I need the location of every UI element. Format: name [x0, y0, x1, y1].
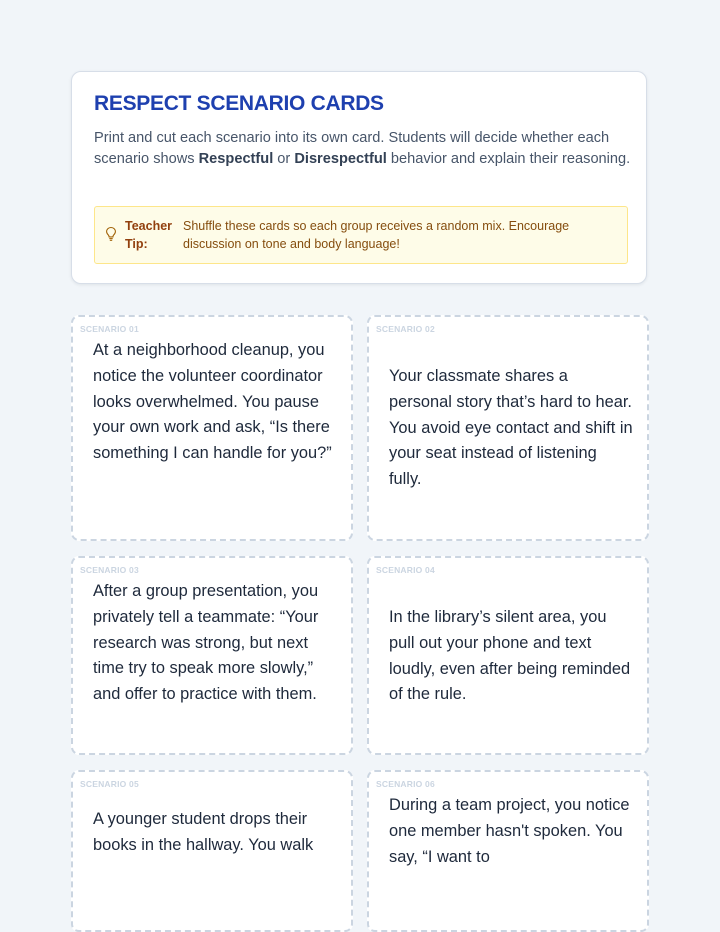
scenario-number: SCENARIO 01 [80, 324, 139, 334]
scenario-text: A younger student drops their books in the hallway. You walk [93, 810, 314, 854]
scenario-card [71, 556, 353, 755]
lightbulb-icon [105, 226, 117, 242]
teacher-tip-box [94, 206, 628, 264]
scenario-text: At a neighborhood cleanup, you notice the volunteer coordinator looks overwhelmed. You pause your own work and ask, “Is there something I can handle for you?” [93, 341, 332, 463]
teacher-tip-label: Teacher Tip: [125, 219, 173, 251]
respectful-label: Respectful [198, 151, 274, 168]
scenario-card [71, 770, 353, 932]
scenario-card [367, 770, 649, 932]
scenario-number: SCENARIO 04 [376, 565, 435, 575]
scenario-number: SCENARIO 02 [376, 324, 435, 334]
disrespectful-label: Disrespectful [294, 151, 387, 168]
scenario-text: Your classmate shares a personal story that’s hard to hear. You avoid eye contact and shift in your seat instead of listening fully. [389, 367, 633, 489]
scenario-text: During a team project, you notice one member hasn't spoken. You say, “I want to [389, 796, 630, 866]
scenario-text: After a group presentation, you privately tell a teammate: “Your research was strong, but next time try to speak more slowly,” and offer to practice with them. [93, 582, 319, 704]
scenario-number: SCENARIO 03 [80, 565, 139, 575]
scenario-card [367, 556, 649, 755]
teacher-tip-text: Shuffle these cards so each group receives a random mix. Encourage discussion on tone and body language! [183, 219, 570, 251]
instructions-text: Print and cut each scenario into its own card. Students will decide whether each scenario shows Respectful or Disrespectful behavior and explain their reasoning. [94, 130, 631, 168]
scenario-number: SCENARIO 06 [376, 779, 435, 789]
scenario-card [367, 315, 649, 541]
scenario-text: In the library’s silent area, you pull out your phone and text loudly, even after being reminded of the rule. [389, 608, 631, 704]
scenario-card [71, 315, 353, 541]
scenario-number: SCENARIO 05 [80, 779, 139, 789]
instructions-card [71, 71, 647, 284]
page-title: RESPECT SCENARIO CARDS [94, 92, 384, 115]
